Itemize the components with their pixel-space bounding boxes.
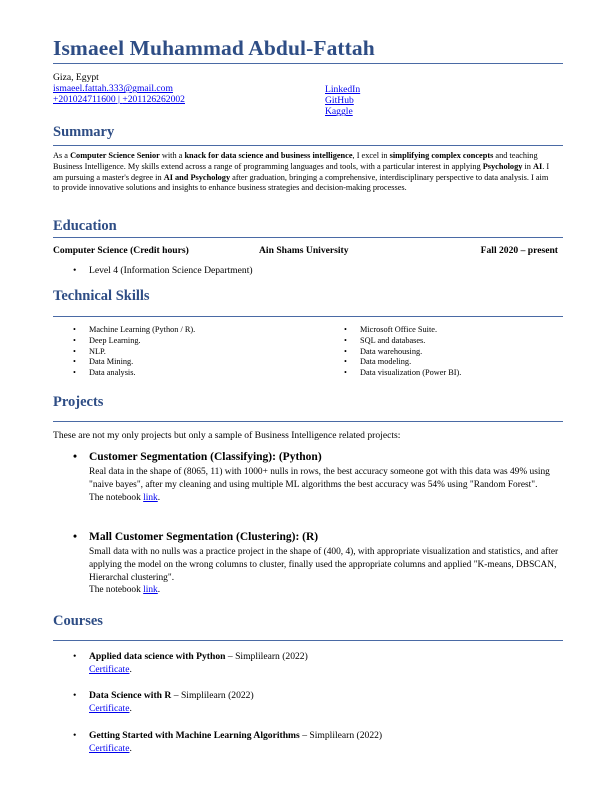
skill-item: • Data warehousing. [360, 347, 461, 358]
skill-item: • Data analysis. [89, 368, 195, 379]
course-item-1 [89, 650, 308, 676]
linkedin-link[interactable]: LinkedIn [325, 84, 361, 95]
skills-heading: Technical Skills [53, 288, 150, 304]
certificate-link[interactable]: Certificate [89, 743, 130, 754]
projects-heading: Projects [53, 394, 104, 410]
skill-item: • SQL and databases. [360, 336, 461, 347]
profile-links [325, 84, 360, 118]
courses-heading: Courses [53, 613, 103, 629]
header-divider [53, 63, 563, 64]
phone-link-1[interactable]: +201024711600 [53, 94, 116, 106]
skill-item: • Deep Learning. [89, 336, 195, 347]
course-title: • Applied data science with Python – Simplilearn (2022) [89, 650, 308, 663]
github-link[interactable]: GitHub [325, 95, 354, 107]
skill-item: • Data visualization (Power BI). [360, 368, 461, 379]
education-heading: Education [53, 218, 117, 234]
kaggle-link[interactable]: Kaggle [325, 106, 353, 118]
course-cert-line: Certificate. [89, 703, 132, 714]
project-title: • Customer Segmentation (Classifying): (Python) [89, 450, 559, 464]
skill-item: • Microsoft Office Suite. [360, 325, 461, 336]
summary-divider [53, 145, 563, 146]
certificate-link[interactable]: Certificate [89, 703, 130, 714]
location-text: Giza, Egypt [53, 72, 99, 83]
course-cert-line: Certificate. [89, 664, 132, 675]
skills-left-list [89, 325, 195, 379]
education-divider [53, 237, 563, 238]
courses-divider [53, 640, 563, 641]
notebook-link[interactable]: link [143, 492, 158, 503]
project-item-2 [89, 530, 559, 597]
skill-item: • Data modeling. [360, 357, 461, 368]
project-description: Small data with no nulls was a practice project in the shape of (400, 4), with appropriate visualization and statistics, and after applying the model on the wrong columns to cluster, finally used the appropriate columns and applied "K-means, DBSCAN, Hierarchal clustering". [89, 547, 559, 583]
project-description: Real data in the shape of (8065, 11) with 1000+ nulls in rows, the best accuracy someone got with this data was 49% using "naive bayes", after my cleaning and using multiple ML algorithms the best accuracy was 54% using "Random Forest". [89, 467, 550, 490]
course-title: • Data Science with R – Simplilearn (2022) [89, 689, 254, 702]
education-detail-item: • Level 4 (Information Science Department) [89, 265, 253, 277]
skills-divider [53, 316, 563, 317]
notebook-link[interactable]: link [143, 585, 158, 596]
projects-divider [53, 421, 563, 422]
skill-item: • NLP. [89, 347, 195, 358]
project-notebook-line: The notebook link. [89, 492, 161, 503]
course-item-2 [89, 689, 254, 715]
summary-heading: Summary [53, 124, 115, 140]
course-item-3 [89, 729, 382, 755]
phone-separator: | [115, 94, 123, 106]
course-title: • Getting Started with Machine Learning Algorithms – Simplilearn (2022) [89, 729, 382, 742]
email-link[interactable]: ismaeel.fattah.333@gmail.com [53, 83, 173, 95]
project-item-1 [89, 450, 559, 504]
education-details [89, 265, 253, 277]
project-notebook-line: The notebook link. [89, 585, 161, 596]
course-cert-line: Certificate. [89, 743, 132, 754]
skills-right-list [360, 325, 461, 379]
education-dates: Fall 2020 – present [480, 245, 558, 256]
skill-item: • Machine Learning (Python / R). [89, 325, 195, 336]
education-degree: Computer Science (Credit hours) [53, 245, 189, 256]
contact-info [53, 72, 185, 106]
candidate-name: Ismaeel Muhammad Abdul-Fattah [53, 36, 375, 60]
certificate-link[interactable]: Certificate [89, 664, 130, 675]
project-title: • Mall Customer Segmentation (Clustering): (R) [89, 530, 559, 544]
education-university: Ain Shams University [259, 245, 349, 256]
phone-line [53, 94, 185, 105]
phone-link-2[interactable]: +201126262002 [122, 94, 185, 106]
projects-intro: These are not my only projects but only a sample of Business Intelligence related projects: [53, 430, 401, 441]
skill-item: • Data Mining. [89, 357, 195, 368]
summary-text: As a Computer Science Senior with a knack for data science and business intelligence, I excel in simplifying complex concepts and teaching Business Intelligence. My skills extend across a range of programming languages and tools, with a particular interest in applying Psychology in AI. I am pursuing a master's degree in AI and Psychology after graduation, bringing a comprehensive, interdisciplinary perspective to data analysis. I aim to provide innovative solutions and insights to enhance business strategies and decision-making processes. [53, 151, 550, 193]
